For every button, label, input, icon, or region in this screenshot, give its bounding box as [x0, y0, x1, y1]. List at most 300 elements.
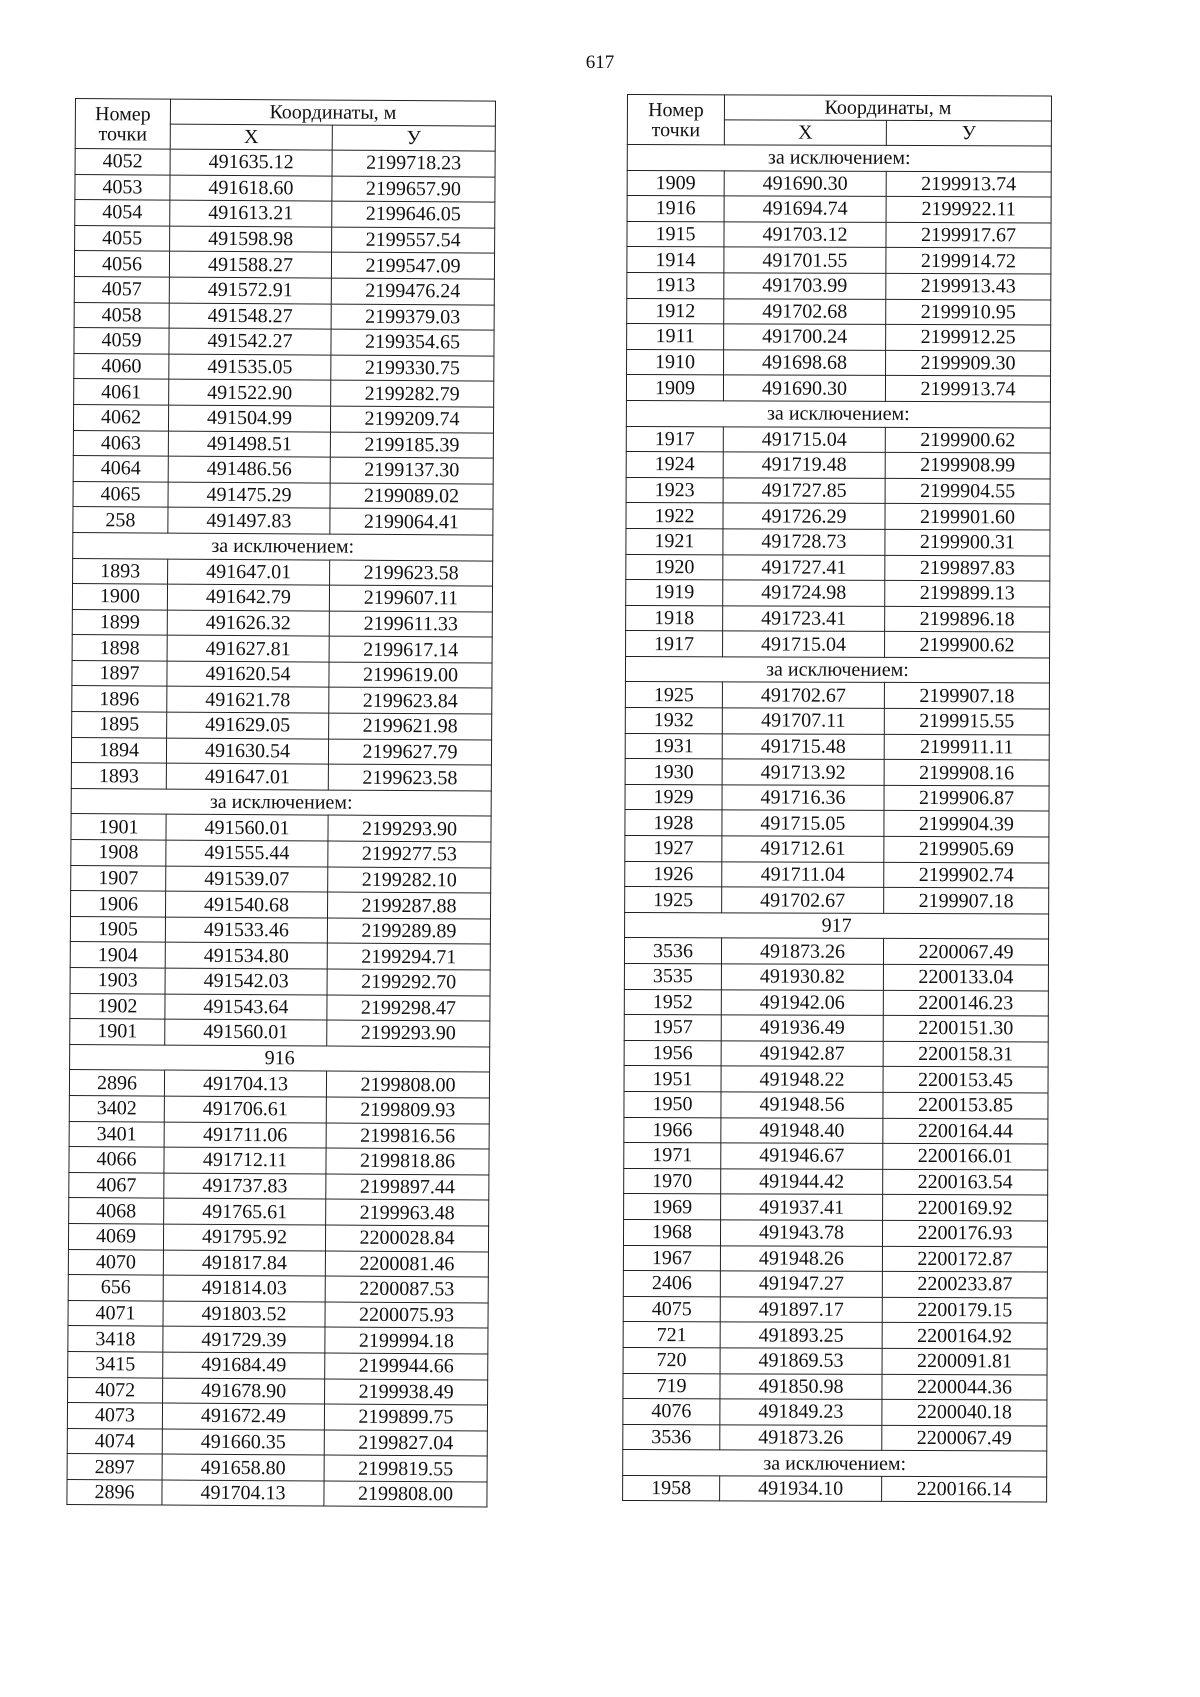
x-coordinate-cell: 491543.64	[165, 994, 327, 1021]
coordinate-row	[626, 477, 1050, 504]
point-number-cell: 4055	[75, 225, 170, 251]
y-coordinate-cell: 2199827.04	[324, 1430, 487, 1457]
point-number-cell: 3536	[623, 1424, 720, 1450]
y-coordinate-cell: 2200044.36	[882, 1374, 1047, 1400]
point-number-cell: 2896	[69, 1070, 164, 1096]
point-number-cell: 1903	[70, 967, 165, 993]
y-coordinate-cell: 2200158.31	[883, 1041, 1048, 1067]
x-coordinate-cell: 491715.04	[723, 631, 885, 657]
x-coordinate-cell: 491715.48	[722, 733, 884, 759]
coordinate-row	[67, 1454, 487, 1482]
y-coordinate-cell: 2199917.67	[886, 222, 1051, 248]
coordinate-row	[625, 759, 1049, 786]
x-coordinate-cell: 491534.80	[165, 942, 327, 969]
y-coordinate-cell: 2199911.11	[884, 734, 1049, 760]
point-number-cell: 3402	[69, 1095, 164, 1121]
coordinate-row	[624, 963, 1048, 990]
point-number-cell: 1893	[73, 558, 168, 584]
x-coordinate-cell: 491948.26	[720, 1245, 882, 1271]
point-number-cell: 1910	[627, 349, 724, 375]
coordinate-row	[626, 580, 1050, 607]
coordinate-row	[627, 298, 1051, 325]
section-row	[70, 1044, 490, 1072]
point-number-cell: 720	[623, 1347, 720, 1373]
y-coordinate-cell: 2199904.39	[884, 811, 1049, 837]
section-label: за исключением:	[625, 656, 1049, 683]
x-coordinate-cell: 491660.35	[162, 1429, 324, 1456]
x-coordinate-cell: 491719.48	[723, 452, 885, 478]
coordinate-row	[75, 149, 495, 177]
y-coordinate-cell: 2200040.18	[882, 1399, 1047, 1425]
coordinate-row	[625, 733, 1049, 760]
x-coordinate-cell: 491703.99	[724, 273, 886, 299]
y-coordinate-cell: 2199185.39	[330, 432, 493, 459]
coordinate-row	[624, 1143, 1048, 1170]
x-coordinate-cell: 491475.29	[168, 482, 330, 509]
y-coordinate-cell: 2199623.58	[330, 560, 493, 587]
coordinate-row	[69, 1070, 489, 1098]
coordinates-body-left	[67, 149, 495, 1508]
coordinate-row	[73, 507, 493, 535]
coordinate-row	[74, 302, 494, 330]
coordinates-table-right	[622, 94, 1052, 1503]
point-number-cell: 1901	[70, 1019, 165, 1045]
coordinate-row	[67, 1403, 487, 1431]
coordinate-row	[625, 836, 1049, 863]
x-coordinate-cell: 491613.21	[170, 200, 332, 227]
x-coordinate-cell: 491803.52	[163, 1301, 325, 1328]
x-coordinate-cell: 491647.01	[166, 763, 328, 790]
coordinate-row	[626, 503, 1050, 530]
coordinate-row	[75, 225, 495, 253]
coordinate-row	[626, 375, 1050, 402]
point-number-cell: 1917	[626, 426, 723, 452]
coordinate-row	[624, 1066, 1048, 1093]
coordinate-row	[73, 456, 493, 484]
coordinate-row	[626, 554, 1050, 581]
point-number-cell: 4075	[623, 1296, 720, 1322]
y-coordinate-cell: 2199899.13	[885, 580, 1050, 606]
coordinate-row	[627, 324, 1051, 351]
y-coordinate-cell: 2199808.00	[326, 1071, 489, 1098]
section-row	[627, 145, 1051, 172]
coordinate-row	[72, 635, 492, 663]
coordinate-row	[72, 584, 492, 612]
y-coordinate-cell: 2199293.90	[327, 1020, 490, 1047]
x-coordinate-cell: 491737.83	[164, 1173, 326, 1200]
x-coordinate-cell: 491626.32	[167, 610, 329, 637]
y-coordinate-cell: 2199354.65	[331, 329, 494, 356]
y-coordinate-cell: 2200172.87	[882, 1246, 1047, 1272]
y-coordinate-cell: 2199557.54	[332, 227, 495, 254]
x-coordinate-cell: 491943.78	[720, 1220, 882, 1246]
x-coordinate-cell: 491707.11	[722, 708, 884, 734]
point-number-cell: 4062	[73, 404, 168, 430]
point-number-cell: 1917	[626, 631, 723, 657]
y-coordinate-cell: 2200233.87	[882, 1272, 1047, 1298]
coordinate-row	[627, 170, 1051, 197]
coordinate-row	[73, 430, 493, 458]
x-coordinate-cell: 491711.06	[164, 1122, 326, 1149]
point-number-cell: 1958	[623, 1475, 720, 1501]
y-coordinate-cell: 2199277.53	[328, 841, 491, 868]
x-coordinate-cell: 491795.92	[163, 1224, 325, 1251]
y-coordinate-cell: 2199904.55	[885, 478, 1050, 504]
x-coordinate-cell: 491698.68	[724, 350, 886, 376]
x-coordinate-cell: 491948.40	[721, 1117, 883, 1143]
y-coordinate-cell: 2200133.04	[883, 964, 1048, 990]
point-number-cell: 4069	[68, 1223, 163, 1249]
coordinate-row	[68, 1249, 488, 1277]
point-number-cell: 1898	[72, 635, 167, 661]
coordinate-row	[67, 1479, 487, 1507]
coordinate-row	[625, 682, 1049, 709]
coordinate-row	[69, 1121, 489, 1149]
coordinate-row	[71, 737, 491, 765]
y-coordinate-cell: 2199287.88	[327, 892, 490, 919]
point-number-cell: 1912	[627, 298, 724, 324]
x-coordinate-cell: 491817.84	[163, 1250, 325, 1277]
x-coordinate-cell: 491948.22	[721, 1066, 883, 1092]
x-coordinate-cell: 491540.68	[165, 891, 327, 918]
point-number-cell: 4074	[67, 1428, 162, 1454]
point-number-cell: 1970	[624, 1168, 721, 1194]
point-number-cell: 4066	[69, 1147, 164, 1173]
x-coordinate-cell: 491873.26	[721, 938, 883, 964]
x-coordinate-cell: 491944.42	[721, 1169, 883, 1195]
point-number-cell: 4056	[74, 251, 169, 277]
point-number-header	[627, 95, 724, 145]
x-coordinate-cell: 491727.41	[723, 554, 885, 580]
x-coordinate-cell: 491702.67	[722, 682, 884, 708]
point-number-cell: 1897	[72, 660, 167, 686]
point-number-cell: 1913	[627, 272, 724, 298]
coordinate-row	[69, 1095, 489, 1123]
coordinate-row	[67, 1428, 487, 1456]
point-number-cell: 3535	[624, 963, 721, 989]
y-coordinate-cell: 2199617.14	[329, 636, 492, 663]
point-number-cell: 721	[623, 1322, 720, 1348]
point-number-header-line1: Номер	[648, 98, 704, 121]
x-coordinate-cell: 491712.11	[164, 1147, 326, 1174]
y-coordinate-cell: 2200153.85	[883, 1092, 1048, 1118]
x-coordinate-cell: 491560.01	[166, 815, 328, 842]
point-number-cell: 4072	[68, 1377, 163, 1403]
y-coordinate-cell: 2199913.43	[886, 273, 1051, 299]
coordinate-row	[625, 810, 1049, 837]
coordinate-row	[71, 840, 491, 868]
point-number-cell: 1924	[626, 452, 723, 478]
coordinate-row	[627, 221, 1051, 248]
x-coordinate-cell: 491869.53	[720, 1348, 882, 1374]
point-number-cell: 1906	[71, 891, 166, 917]
y-coordinate-cell: 2199819.55	[324, 1455, 487, 1482]
y-coordinate-cell: 2199089.02	[330, 483, 493, 510]
x-coordinate-cell: 491684.49	[163, 1352, 325, 1379]
y-coordinate-cell: 2200163.54	[883, 1169, 1048, 1195]
page-number: 617	[585, 52, 615, 73]
point-number-cell: 1929	[625, 784, 722, 810]
point-number-cell: 1925	[625, 682, 722, 708]
point-number-cell: 1931	[625, 733, 722, 759]
point-number-cell: 1922	[626, 503, 723, 529]
coordinate-row	[626, 452, 1050, 479]
point-number-cell: 2897	[67, 1454, 162, 1480]
point-number-cell: 1952	[624, 989, 721, 1015]
x-coordinate-cell: 491618.60	[170, 175, 332, 202]
y-coordinate-cell: 2199897.44	[326, 1174, 489, 1201]
x-coordinate-cell: 491690.30	[723, 375, 885, 401]
point-number-cell: 1908	[71, 840, 166, 866]
point-number-header-line1: Номер	[95, 102, 151, 125]
coordinate-row	[72, 660, 492, 688]
section-row	[626, 400, 1050, 427]
point-number-cell: 1951	[624, 1066, 721, 1092]
x-coordinate-cell: 491715.04	[723, 426, 885, 452]
coordinate-row	[624, 1015, 1048, 1042]
coordinate-row	[70, 916, 490, 944]
point-number-cell: 4065	[73, 481, 168, 507]
x-coordinate-cell: 491930.82	[721, 964, 883, 990]
y-coordinate-cell: 2200087.53	[325, 1276, 488, 1303]
y-coordinate-cell: 2199915.55	[884, 708, 1049, 734]
coordinate-row	[69, 1147, 489, 1175]
y-coordinate-cell: 2199902.74	[884, 862, 1049, 888]
x-coordinate-cell: 491630.54	[166, 738, 328, 765]
section-row	[71, 788, 491, 816]
coordinate-row	[75, 200, 495, 228]
point-number-cell: 1956	[624, 1040, 721, 1066]
y-column-header: У	[332, 125, 495, 151]
y-coordinate-cell: 2199282.79	[331, 380, 494, 407]
section-label: за исключением:	[626, 400, 1050, 427]
y-coordinate-cell: 2200081.46	[325, 1251, 488, 1278]
x-coordinate-cell: 491522.90	[169, 379, 331, 406]
coordinate-row	[627, 349, 1051, 376]
x-coordinate-cell: 491850.98	[720, 1373, 882, 1399]
y-coordinate-cell: 2199922.11	[886, 197, 1051, 223]
coordinate-row	[72, 686, 492, 714]
y-coordinate-cell: 2199292.70	[327, 969, 490, 996]
coordinate-row	[70, 942, 490, 970]
coordinate-row	[68, 1326, 488, 1354]
y-coordinate-cell: 2199938.49	[325, 1379, 488, 1406]
x-coordinate-cell: 491711.04	[722, 861, 884, 887]
x-coordinate-cell: 491893.25	[720, 1322, 882, 1348]
coordinate-row	[71, 814, 491, 842]
x-coordinate-cell: 491535.05	[169, 354, 331, 381]
point-number-cell: 1907	[71, 865, 166, 891]
point-number-cell: 1969	[624, 1194, 721, 1220]
x-coordinate-cell: 491934.10	[720, 1476, 882, 1502]
y-coordinate-cell: 2199621.98	[329, 713, 492, 740]
coordinate-row	[68, 1223, 488, 1251]
y-coordinate-cell: 2200028.84	[325, 1225, 488, 1252]
y-coordinate-cell: 2199913.74	[886, 171, 1051, 197]
x-coordinate-cell: 491588.27	[169, 251, 331, 278]
y-coordinate-cell: 2199607.11	[329, 585, 492, 612]
point-number-cell: 1902	[70, 993, 165, 1019]
y-coordinate-cell: 2200067.49	[882, 1425, 1047, 1451]
x-coordinate-cell: 491947.27	[720, 1271, 882, 1297]
coordinate-row	[74, 276, 494, 304]
point-number-cell: 4070	[68, 1249, 163, 1275]
x-coordinate-cell: 491936.49	[721, 1015, 883, 1041]
coordinate-row	[75, 174, 495, 202]
section-label: за исключением:	[73, 532, 493, 560]
y-coordinate-cell: 2200166.14	[882, 1476, 1047, 1502]
point-number-cell: 4073	[67, 1403, 162, 1429]
y-coordinate-cell: 2199914.72	[886, 248, 1051, 274]
coordinate-row	[70, 993, 490, 1021]
y-coordinate-cell: 2199298.47	[327, 995, 490, 1022]
point-number-cell: 1919	[626, 580, 723, 606]
y-coordinate-cell: 2199379.03	[331, 304, 494, 331]
coordinate-row	[625, 887, 1049, 914]
x-coordinate-cell: 491765.61	[164, 1198, 326, 1225]
y-coordinate-cell: 2199901.60	[885, 504, 1050, 530]
point-number-cell: 2406	[623, 1271, 720, 1297]
x-coordinate-cell: 491716.36	[722, 785, 884, 811]
section-row	[73, 532, 493, 560]
y-coordinate-cell: 2200164.44	[883, 1118, 1048, 1144]
x-coordinate-cell: 491486.56	[168, 456, 330, 483]
point-number-cell: 1926	[625, 861, 722, 887]
y-coordinate-cell: 2199909.30	[886, 350, 1051, 376]
x-coordinate-cell: 491937.41	[721, 1194, 883, 1220]
point-number-cell: 4057	[74, 276, 169, 302]
x-coordinate-cell: 491497.83	[168, 507, 330, 534]
coordinate-row	[627, 272, 1051, 299]
x-coordinate-cell: 491942.87	[721, 1041, 883, 1067]
y-coordinate-cell: 2199209.74	[330, 406, 493, 433]
x-coordinate-cell: 491702.68	[724, 298, 886, 324]
coordinate-row	[74, 328, 494, 356]
point-number-cell: 656	[68, 1275, 163, 1301]
coordinate-row	[625, 784, 1049, 811]
y-coordinate-cell: 2199808.00	[324, 1481, 487, 1508]
y-coordinate-cell: 2199908.99	[885, 453, 1050, 479]
x-coordinate-cell: 491728.73	[723, 529, 885, 555]
y-coordinate-cell: 2199611.33	[329, 611, 492, 638]
coordinate-row	[69, 1172, 489, 1200]
point-number-cell: 1901	[71, 814, 166, 840]
y-coordinate-cell: 2199900.62	[885, 427, 1050, 453]
x-coordinate-cell: 491723.41	[723, 606, 885, 632]
x-coordinate-cell: 491948.56	[721, 1092, 883, 1118]
coordinate-row	[74, 251, 494, 279]
x-coordinate-cell: 491598.98	[170, 226, 332, 253]
coordinate-row	[623, 1373, 1047, 1400]
x-coordinate-cell: 491647.01	[168, 559, 330, 586]
x-coordinate-cell: 491627.81	[167, 635, 329, 662]
x-coordinate-cell: 491873.26	[720, 1425, 882, 1451]
section-label: за исключением:	[623, 1450, 1047, 1477]
point-number-cell: 3401	[69, 1121, 164, 1147]
x-coordinate-cell: 491727.85	[723, 478, 885, 504]
point-number-cell: 1914	[627, 247, 724, 273]
coordinate-row	[68, 1377, 488, 1405]
point-number-cell: 1971	[624, 1143, 721, 1169]
y-coordinate-cell: 2199913.74	[885, 376, 1050, 402]
x-coordinate-cell: 491715.05	[722, 810, 884, 836]
y-coordinate-cell: 2199906.87	[884, 785, 1049, 811]
coordinate-row	[74, 353, 494, 381]
y-coordinate-cell: 2199910.95	[886, 299, 1051, 325]
coordinates-header: Координаты, м	[724, 95, 1051, 121]
point-number-cell: 4059	[74, 328, 169, 354]
point-number-cell: 1957	[624, 1015, 721, 1041]
y-coordinate-cell: 2200075.93	[325, 1302, 488, 1329]
x-column-header: X	[724, 120, 886, 146]
x-coordinate-cell: 491694.74	[724, 196, 886, 222]
y-coordinate-cell: 2200151.30	[883, 1016, 1048, 1042]
y-coordinate-cell: 2199907.18	[884, 683, 1049, 709]
point-number-cell: 1950	[624, 1091, 721, 1117]
coordinate-row	[623, 1296, 1047, 1323]
x-coordinate-cell: 491642.79	[167, 584, 329, 611]
point-number-cell: 1968	[623, 1219, 720, 1245]
point-number-cell: 1966	[624, 1117, 721, 1143]
y-coordinate-cell: 2199994.18	[325, 1327, 488, 1354]
y-coordinate-cell: 2199623.84	[329, 688, 492, 715]
x-coordinate-cell: 491542.27	[169, 328, 331, 355]
y-coordinate-cell: 2199899.75	[324, 1404, 487, 1431]
y-coordinate-cell: 2199627.79	[328, 739, 491, 766]
y-column-header: У	[886, 120, 1051, 146]
coordinate-row	[626, 605, 1050, 632]
y-coordinate-cell: 2200164.92	[882, 1323, 1047, 1349]
x-coordinate-cell: 491548.27	[169, 303, 331, 330]
coordinate-row	[626, 631, 1050, 658]
x-coordinate-cell: 491539.07	[166, 866, 328, 893]
point-number-cell: 1896	[72, 686, 167, 712]
y-coordinate-cell: 2199619.00	[329, 662, 492, 689]
coordinates-body-right	[623, 145, 1052, 1503]
x-coordinate-cell: 491672.49	[162, 1403, 324, 1430]
point-number-cell: 4067	[69, 1172, 164, 1198]
point-number-cell: 4068	[69, 1198, 164, 1224]
point-number-cell: 4061	[74, 379, 169, 405]
point-number-cell: 4060	[74, 353, 169, 379]
point-number-cell: 4054	[75, 200, 170, 226]
x-coordinate-cell: 491533.46	[165, 917, 327, 944]
y-coordinate-cell: 2199900.62	[885, 632, 1050, 658]
y-coordinate-cell: 2199064.41	[330, 508, 493, 535]
point-number-cell: 1915	[627, 221, 724, 247]
x-coordinate-cell: 491706.61	[164, 1096, 326, 1123]
point-number-cell: 1904	[70, 942, 165, 968]
x-column-header: X	[170, 124, 332, 150]
point-number-cell: 1905	[70, 916, 165, 942]
y-coordinate-cell: 2200146.23	[883, 990, 1048, 1016]
x-coordinate-cell: 491849.23	[720, 1399, 882, 1425]
point-number-cell: 719	[623, 1373, 720, 1399]
coordinate-row	[624, 1040, 1048, 1067]
x-coordinate-cell: 491704.13	[162, 1480, 324, 1507]
coordinate-row	[74, 379, 494, 407]
section-label: за исключением:	[71, 788, 491, 816]
y-coordinate-cell: 2199944.66	[325, 1353, 488, 1380]
x-coordinate-cell: 491629.05	[167, 712, 329, 739]
point-number-cell: 1923	[626, 477, 723, 503]
x-coordinate-cell: 491726.29	[723, 503, 885, 529]
coordinate-row	[623, 1347, 1047, 1374]
x-coordinate-cell: 491658.80	[162, 1454, 324, 1481]
point-number-cell: 4064	[73, 456, 168, 482]
point-number-cell: 1927	[625, 836, 722, 862]
x-coordinate-cell: 491542.03	[165, 968, 327, 995]
